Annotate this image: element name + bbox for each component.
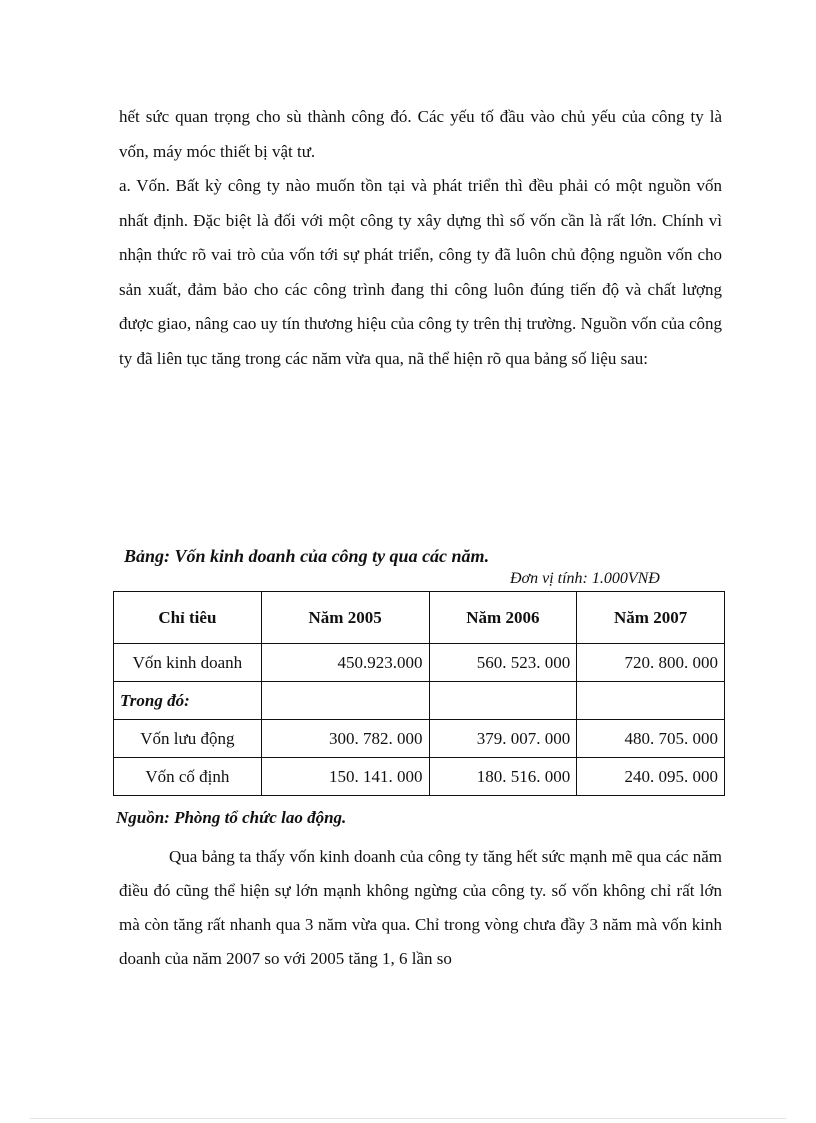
header-cell: Chỉ tiêu: [114, 592, 262, 644]
table-source: Nguồn: Phòng tổ chức lao động.: [116, 808, 347, 827]
row-label: Vốn cố định: [114, 758, 262, 796]
table-cell: 240. 095. 000: [577, 758, 725, 796]
table-cell: [429, 682, 577, 720]
table-row: [114, 720, 725, 758]
table-row: [114, 644, 725, 682]
table-title: Bảng: Vốn kinh doanh của công ty qua các năm.: [124, 546, 490, 566]
closing-paragraph: Qua bảng ta thấy vốn kinh doanh của công ty tăng hết sức mạnh mẽ qua các năm điều đó cũng thể hiện sự lớn mạnh không ngừng của công ty. số vốn không chỉ rất lớn mà còn tăng rất nhanh qua 3 năm vừa qua. Chỉ trong vòng chưa đầy 3 năm mà vốn kinh doanh của năm 2007 so với 2005 tăng 1, 6 lần so: [119, 847, 722, 968]
page-bottom-divider: [30, 1118, 786, 1119]
table-cell: 480. 705. 000: [577, 720, 725, 758]
table-row: [114, 758, 725, 796]
table-cell: 450.923.000: [261, 644, 429, 682]
header-cell: Năm 2007: [577, 592, 725, 644]
row-label: Trong đó:: [114, 682, 262, 720]
intro-paragraph: hết sức quan trọng cho sù thành công đó. Các yếu tố đầu vào chủ yếu của công ty là vốn, máy móc thiết bị vật tư.: [119, 107, 722, 161]
table-row: [114, 682, 725, 720]
header-cell: Năm 2005: [261, 592, 429, 644]
row-label: Vốn kinh doanh: [114, 644, 262, 682]
table-header-row: [114, 592, 725, 644]
header-cell: Năm 2006: [429, 592, 577, 644]
table-cell: 180. 516. 000: [429, 758, 577, 796]
intro-paragraph: a. Vốn. Bất kỳ công ty nào muốn tồn tại và phát triển thì đều phải có một nguồn vốn nhất định. Đặc biệt là đối với một công ty xây dựng thì số vốn cần là rất lớn. Chính vì nhận thức rõ vai trò của vốn tới sự phát triển, công ty đã luôn chủ động nguồn vốn cho sản xuất, đảm bảo cho các công trình đang thi công luôn đúng tiến độ và chất lượng được giao, nâng cao uy tín thương hiệu của công ty trên thị trường. Nguồn vốn của công ty đã liên tục tăng trong các năm vừa qua, nã thể hiện rõ qua bảng số liệu sau:: [119, 176, 722, 368]
table-cell: [577, 682, 725, 720]
closing-text: [119, 840, 722, 976]
table-cell: 300. 782. 000: [261, 720, 429, 758]
table-cell: 560. 523. 000: [429, 644, 577, 682]
table-cell: 379. 007. 000: [429, 720, 577, 758]
capital-table: [113, 591, 725, 796]
intro-text: [119, 100, 722, 376]
table-cell: [261, 682, 429, 720]
row-label: Vốn lưu động: [114, 720, 262, 758]
table-cell: 720. 800. 000: [577, 644, 725, 682]
table-unit: Đơn vị tính: 1.000VNĐ: [510, 570, 660, 587]
table-cell: 150. 141. 000: [261, 758, 429, 796]
